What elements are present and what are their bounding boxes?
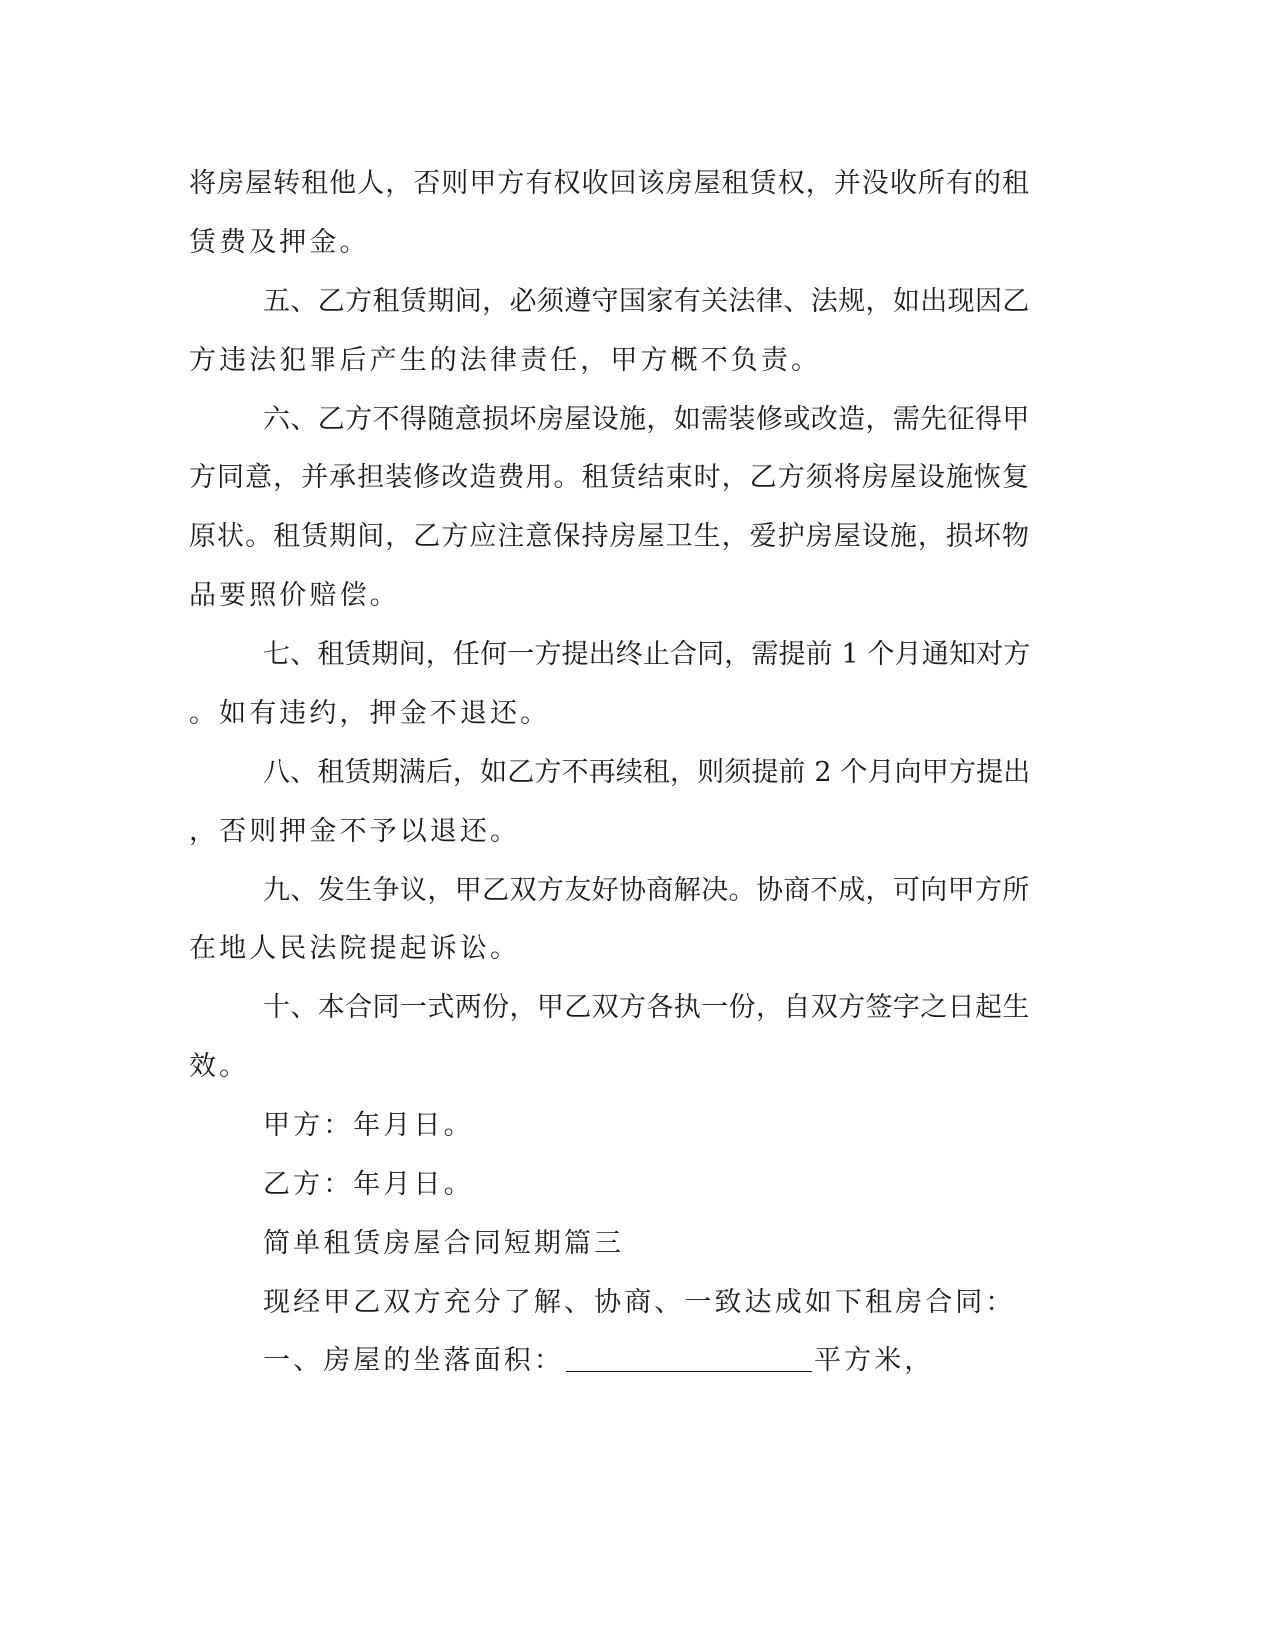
clause-nine-line: 九、发生争议，甲乙双方友好协商解决。协商不成，可向甲方所 [263,875,1030,906]
text-line: 品要照价赔偿。 [189,580,400,611]
party-a-signature-line: 甲方：年月日。 [263,1110,474,1141]
clause-ten-line: 十、本合同一式两份，甲乙双方各执一份，自双方签字之日起生 [263,992,1030,1023]
clause-six-line: 六、乙方不得随意损坏房屋设施，如需装修或改造，需先征得甲 [263,404,1030,435]
text-line: 将房屋转租他人，否则甲方有权收回该房屋租赁权，并没收所有的租 [189,168,1030,199]
area-clause-line [263,1343,934,1379]
text-line: 方同意，并承担装修改造费用。租赁结束时，乙方须将房屋设施恢复 [189,462,1030,493]
text-line: 效。 [189,1051,250,1082]
text-line: 原状。租赁期间，乙方应注意保持房屋卫生，爱护房屋设施，损坏物 [189,521,1030,552]
text-line: 在地人民法院提起诉讼。 [189,933,521,964]
clause-seven-line: 七、租赁期间，任何一方提出终止合同，需提前 1 个月通知对方 [263,639,1031,670]
text-line: ，否则押金不予以退还。 [189,816,521,847]
party-b-signature-line: 乙方：年月日。 [263,1169,474,1200]
clause-five-line: 五、乙方租赁期间，必须遵守国家有关法律、法规，如出现因乙 [263,286,1030,317]
area-fill-blank [566,1345,812,1372]
section-heading: 简单租赁房屋合同短期篇三 [263,1228,625,1259]
intro-line: 现经甲乙双方充分了解、协商、一致达成如下租房合同： [263,1287,1016,1318]
text-line: 。如有违约，押金不退还。 [189,698,551,729]
clause-eight-line: 八、租赁期满后，如乙方不再续租，则须提前 2 个月向甲方提出 [263,757,1031,788]
area-clause-suffix: 平方米， [814,1345,935,1376]
text-line: 方违法犯罪后产生的法律责任，甲方概不负责。 [189,345,822,376]
text-line: 赁费及押金。 [189,227,370,258]
area-clause-prefix: 一、房屋的坐落面积： [263,1345,564,1376]
